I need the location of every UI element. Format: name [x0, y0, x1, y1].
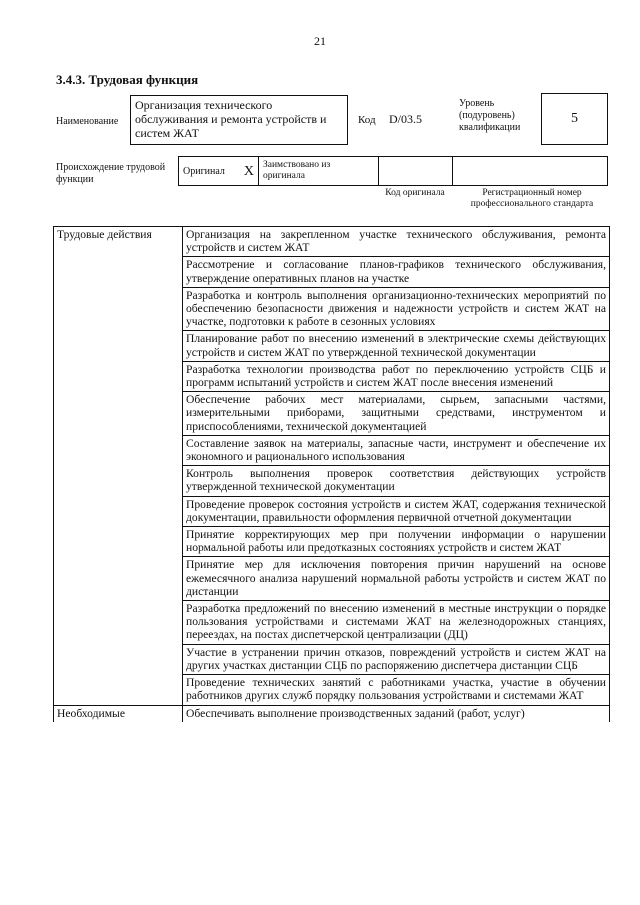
labor-actions-table [53, 226, 610, 722]
labor-action-item: Составление заявок на материалы, запасные части, инструмент и обеспечение их экономного и рационального использования [183, 435, 610, 465]
code-value: D/03.5 [389, 112, 422, 126]
level-label: Уровень (подуровень) квалификации [459, 98, 521, 133]
code-caption: Код оригинала [385, 188, 445, 198]
required-skills-label: Необходимые [54, 705, 183, 722]
labor-actions-label: Трудовые действия [54, 227, 183, 706]
labor-action-item: Принятие мер для исключения повторения причин нарушений на основе ежемесячного анализа нарушений нормальной работы устройств и систем ЖАТ по дистанции [183, 557, 610, 601]
labor-action-item: Контроль выполнения проверок соответствия действующих устройств утвержденной технической документации [183, 466, 610, 496]
table-row [54, 227, 610, 257]
labor-action-item: Рассмотрение и согласование планов-графиков технического обслуживания, утверждение оперативных планов на участке [183, 257, 610, 287]
labor-action-item: Участие в устранении причин отказов, повреждений устройств и систем ЖАТ на других участках дистанции СЦБ по распоряжению диспетчера дистанции СЦБ [183, 644, 610, 674]
origin-label: Происхождение трудовой функции [56, 162, 166, 185]
borrowed-label: Заимствовано из оригинала [263, 160, 331, 181]
function-name-box [130, 95, 348, 145]
code-label: Код [358, 114, 376, 126]
labor-action-item: Обеспечение рабочих мест материалами, сырьем, запасными частями, измерительными приборами, защитными средствами, инструментом и приспособлениями, технической документацией [183, 392, 610, 436]
table-row [54, 705, 610, 722]
labor-action-item: Проведение проверок состояния устройств и систем ЖАТ, содержания технической документации, правильности оформления первичной отчетной документации [183, 496, 610, 526]
original-mark: X [243, 163, 254, 179]
required-skills-item: Обеспечивать выполнение производственных заданий (работ, услуг) [183, 705, 610, 722]
origin-row [178, 156, 608, 186]
origin-borrowed-cell [259, 157, 379, 185]
labor-actions-body [54, 227, 610, 722]
level-box [541, 93, 608, 145]
labor-action-item: Проведение технических занятий с работниками участка, участие в обучении работников других служб порядку пользования устройствами и системами ЖАТ [183, 675, 610, 705]
reg-caption: Регистрационный номер профессионального стандарта [470, 188, 594, 209]
origin-reg-cell [453, 157, 607, 185]
name-label: Наименование [56, 116, 119, 127]
labor-action-item: Разработка технологии производства работ по переключению устройств СЦБ и программ испытаний устройств и систем ЖАТ после внесения изменений [183, 361, 610, 391]
labor-action-item: Разработка предложений по внесению изменений в местные инструкции о порядке пользования устройствами и системами ЖАТ на железнодорожных станциях, переездах, на постах диспетчерской централизации (ДЦ) [183, 601, 610, 645]
original-label: Оригинал [183, 165, 225, 177]
origin-code-cell [379, 157, 453, 185]
labor-action-item: Принятие корректирующих мер при получении информации о нарушении нормальной работы или предотказных состояниях устройств и систем ЖАТ [183, 527, 610, 557]
origin-original-cell [179, 157, 259, 185]
labor-action-item: Планирование работ по внесению изменений в электрические схемы действующих устройств и систем ЖАТ по утвержденной технической документации [183, 331, 610, 361]
labor-action-item: Разработка и контроль выполнения организационно-технических мероприятий по обеспечению безопасности движения и надежности устройств и систем ЖАТ на участке, подготовки к работе в сезонных условиях [183, 287, 610, 331]
page-number: 21 [314, 34, 326, 48]
function-name-value: Организация технического обслуживания и ремонта устройств и систем ЖАТ [135, 98, 327, 140]
labor-action-item: Организация на закрепленном участке технического обслуживания, ремонта устройств и систем ЖАТ [183, 227, 610, 257]
section-title: 3.4.3. Трудовая функция [56, 72, 199, 87]
level-value: 5 [571, 111, 578, 126]
